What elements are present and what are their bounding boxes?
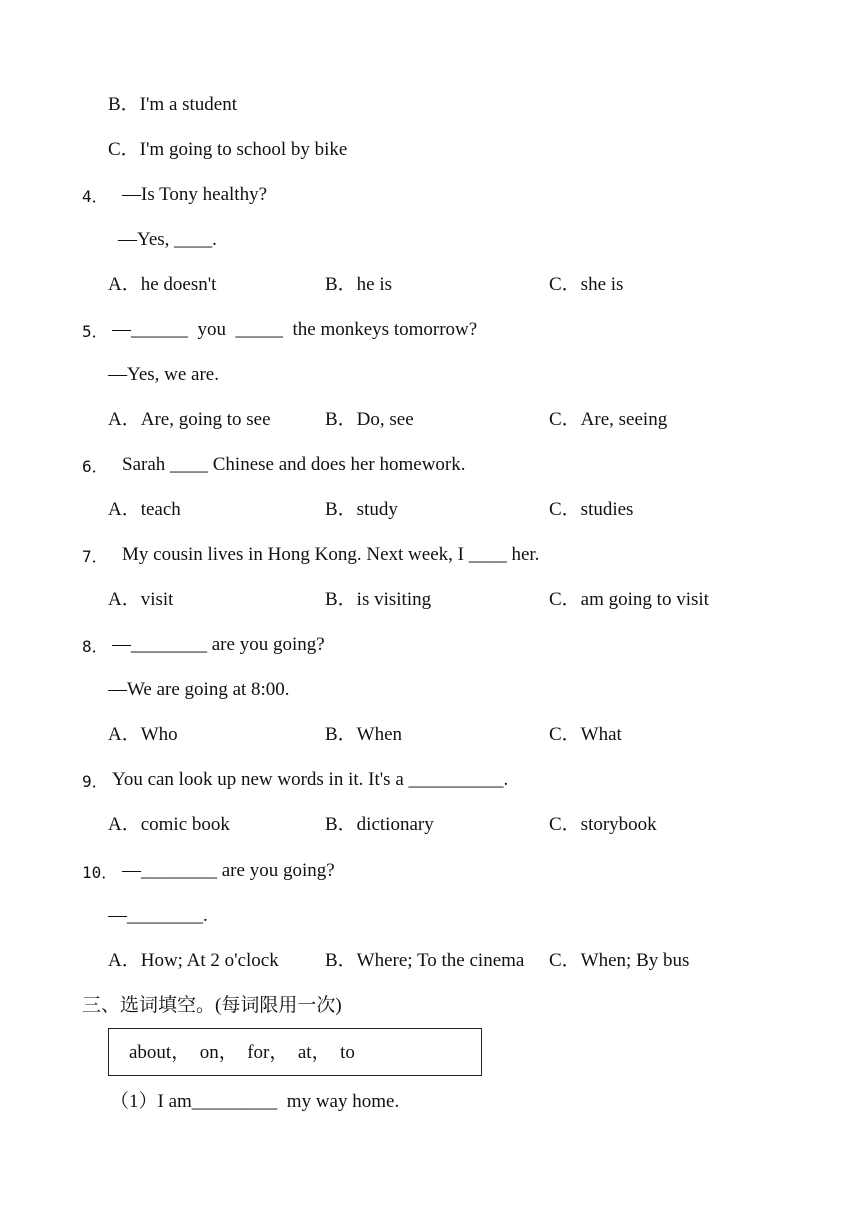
fill-in-item <box>110 1091 399 1113</box>
question-text: My cousin lives in Hong Kong. Next week, I ____ her. <box>122 544 540 565</box>
question-text: —________ are you going? <box>112 634 325 655</box>
question-number: 4． <box>82 187 108 206</box>
question-text: Sarah ____ Chinese and does her homework. <box>122 454 466 475</box>
answer-line: —________. <box>108 905 208 926</box>
fill-in-suffix: my way home. <box>277 1091 400 1112</box>
fill-in-blank[interactable]: _________ <box>191 1091 278 1112</box>
option-a: A．comic book <box>108 814 230 835</box>
option-b: B．When <box>325 724 403 745</box>
option-c: C．storybook <box>549 814 657 835</box>
option-a: A．visit <box>108 589 174 610</box>
question-text: —________ are you going? <box>122 860 335 881</box>
question-number: 6． <box>82 457 108 476</box>
option-b: B．dictionary <box>325 814 434 835</box>
option-a: A．Who <box>108 724 178 745</box>
section-heading: 三、选词填空。(每词限用一次) <box>82 995 342 1016</box>
answer-line: —Yes, we are. <box>108 364 219 385</box>
option-c: C．am going to visit <box>549 589 709 610</box>
answer-line: —Yes, ____. <box>118 229 217 250</box>
option-c: C．studies <box>549 499 634 520</box>
option-b: B．study <box>325 499 398 520</box>
option-c-prev: C．I'm going to school by bike <box>108 139 348 160</box>
question-number: 8． <box>82 637 108 656</box>
option-c: C．she is <box>549 274 624 295</box>
option-b: B．Where; To the cinema <box>325 950 525 971</box>
option-c: C．When; By bus <box>549 950 690 971</box>
answer-line: —We are going at 8:00. <box>108 679 290 700</box>
option-a: A．teach <box>108 499 181 520</box>
fill-in-prefix: （1）I am <box>110 1091 192 1112</box>
option-b: B．he is <box>325 274 393 295</box>
option-a: A．How; At 2 o'clock <box>108 950 279 971</box>
question-number: 9． <box>82 772 108 791</box>
option-b: B．Do, see <box>325 409 414 430</box>
question-number: 10． <box>82 863 118 882</box>
word-bank: about， on， for， at， to <box>129 1042 355 1063</box>
question-number: 7． <box>82 547 108 566</box>
option-c: C．Are, seeing <box>549 409 668 430</box>
option-b: B．is visiting <box>325 589 432 610</box>
question-text: —______ you _____ the monkeys tomorrow? <box>112 319 478 340</box>
question-text: You can look up new words in it. It's a __________. <box>112 769 509 790</box>
option-a: A．Are, going to see <box>108 409 271 430</box>
option-c: C．What <box>549 724 622 745</box>
option-b-prev: B．I'm a student <box>108 94 238 115</box>
question-text: —Is Tony healthy? <box>122 184 268 205</box>
question-number: 5． <box>82 322 108 341</box>
option-a: A．he doesn't <box>108 274 217 295</box>
word-bank-box <box>108 1028 482 1076</box>
